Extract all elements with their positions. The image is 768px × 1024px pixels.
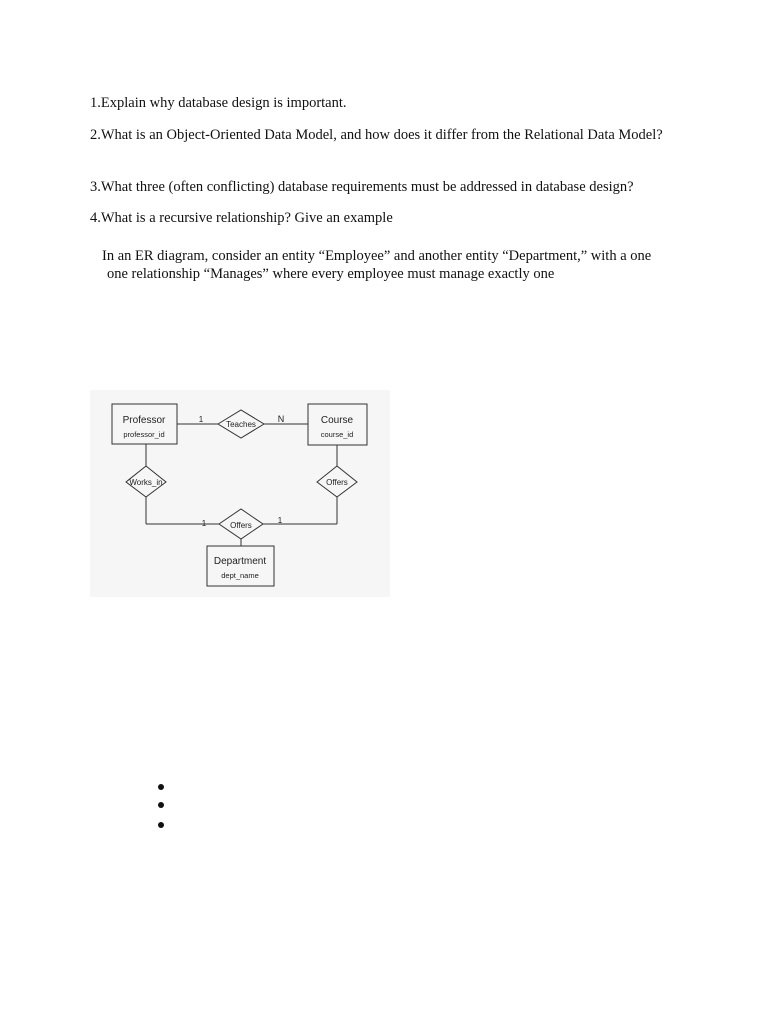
department-attribute: dept_name [221,571,259,580]
teaches-label: Teaches [226,420,256,429]
question-3: 3.What three (often conflicting) database requirements must be addressed in database design? [90,179,634,195]
er-diagram-svg [90,390,390,597]
bullet-point [158,802,164,808]
offers-right-label: Offers [326,478,348,487]
course-attribute: course_id [320,430,354,439]
cardinality-offers-right: 1 [277,516,283,525]
cardinality-teaches-right: N [277,414,285,424]
paragraph-line-1: In an ER diagram, consider an entity “Employee” and another entity “Department,” with a one [102,248,652,264]
paragraph-line-2: one relationship “Manages” where every employee must manage exactly one [107,266,555,282]
worksin-label: Works_in [129,478,163,487]
department-label: Department [213,556,267,567]
professor-attribute: professor_id [123,430,165,439]
professor-label: Professor [122,415,166,426]
offers-bottom-label: Offers [230,521,252,530]
er-diagram [90,390,390,597]
cardinality-offers-left: 1 [201,519,207,528]
bullet-point [158,784,164,790]
question-1: 1.Explain why database design is important. [90,95,347,111]
bullet-point [158,822,164,828]
course-label: Course [320,415,354,426]
question-4: 4.What is a recursive relationship? Give an example [90,210,393,226]
question-2: 2.What is an Object-Oriented Data Model, and how does it differ from the Relational Data Model? [90,127,663,143]
cardinality-teaches-left: 1 [198,415,204,424]
